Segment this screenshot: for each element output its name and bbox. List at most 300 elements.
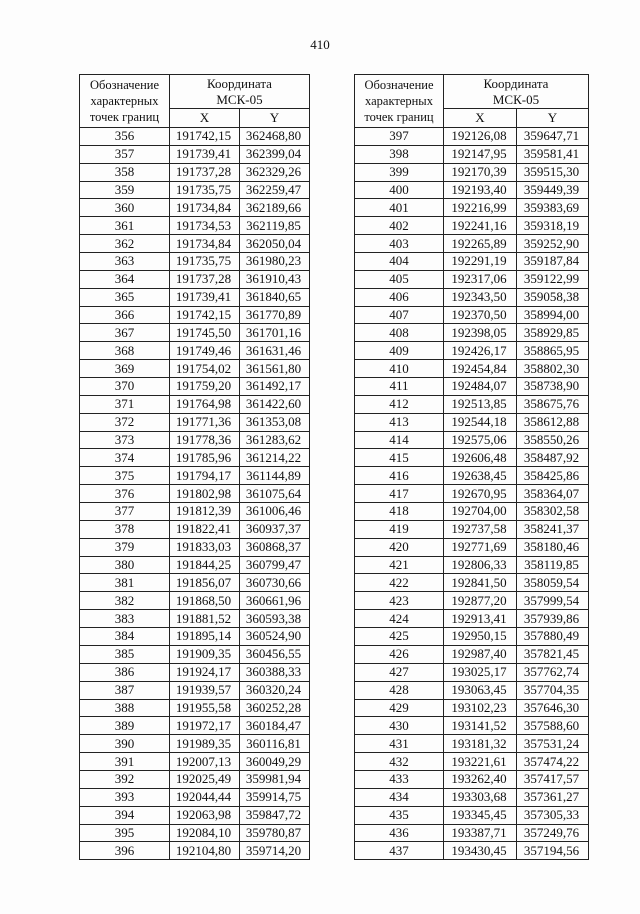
table-row: [355, 288, 589, 306]
point-number-cell: 374: [80, 449, 170, 467]
x-coordinate-cell: 191895,14: [170, 628, 240, 646]
x-coordinate-cell: 191749,46: [170, 342, 240, 360]
table-row: [80, 735, 310, 753]
y-coordinate-cell: 358929,85: [517, 324, 589, 342]
x-coordinate-cell: 191909,35: [170, 645, 240, 663]
table-row: [355, 645, 589, 663]
x-coordinate-cell: 192704,00: [444, 503, 517, 521]
x-coordinate-cell: 192025,49: [170, 770, 240, 788]
point-number-cell: 431: [355, 735, 444, 753]
table-row: [80, 449, 310, 467]
table-row: [80, 199, 310, 217]
x-coordinate-cell: 191759,20: [170, 378, 240, 396]
point-number-cell: 437: [355, 842, 444, 860]
y-coordinate-cell: 360252,28: [240, 699, 310, 717]
y-coordinate-cell: 360049,29: [240, 753, 310, 771]
x-coordinate-cell: 191924,17: [170, 663, 240, 681]
y-coordinate-cell: 358119,85: [517, 556, 589, 574]
point-number-cell: 365: [80, 288, 170, 306]
x-coordinate-cell: 192454,84: [444, 360, 517, 378]
x-coordinate-cell: 191856,07: [170, 574, 240, 592]
point-number-cell: 424: [355, 610, 444, 628]
y-coordinate-cell: 358487,92: [517, 449, 589, 467]
y-coordinate-cell: 360868,37: [240, 538, 310, 556]
y-coordinate-cell: 357417,57: [517, 770, 589, 788]
point-number-cell: 408: [355, 324, 444, 342]
table-row: [355, 181, 589, 199]
table-row: [355, 360, 589, 378]
x-coordinate-cell: 192913,41: [444, 610, 517, 628]
y-coordinate-cell: 361006,46: [240, 503, 310, 521]
point-number-cell: 364: [80, 270, 170, 288]
x-coordinate-cell: 193025,17: [444, 663, 517, 681]
table-row: [80, 467, 310, 485]
table-row: [355, 770, 589, 788]
x-coordinate-cell: 192193,40: [444, 181, 517, 199]
point-number-cell: 388: [80, 699, 170, 717]
x-coordinate-cell: 191734,53: [170, 217, 240, 235]
y-coordinate-cell: 359981,94: [240, 770, 310, 788]
table-row: [80, 824, 310, 842]
table-row: [80, 645, 310, 663]
table-row: [80, 378, 310, 396]
table-row: [80, 360, 310, 378]
point-number-cell: 393: [80, 788, 170, 806]
y-coordinate-cell: 358364,07: [517, 485, 589, 503]
y-coordinate-cell: 357939,86: [517, 610, 589, 628]
y-coordinate-cell: 361701,16: [240, 324, 310, 342]
x-coordinate-cell: 192007,13: [170, 753, 240, 771]
x-coordinate-cell: 192950,15: [444, 628, 517, 646]
table-row: [80, 270, 310, 288]
point-number-cell: 391: [80, 753, 170, 771]
x-coordinate-cell: 193141,52: [444, 717, 517, 735]
y-coordinate-cell: 361910,43: [240, 270, 310, 288]
point-number-cell: 390: [80, 735, 170, 753]
y-coordinate-cell: 362468,80: [240, 128, 310, 146]
table-row: [80, 592, 310, 610]
x-coordinate-cell: 191734,84: [170, 199, 240, 217]
point-number-cell: 384: [80, 628, 170, 646]
y-coordinate-cell: 360456,55: [240, 645, 310, 663]
point-number-cell: 427: [355, 663, 444, 681]
y-coordinate-cell: 359780,87: [240, 824, 310, 842]
table-row: [355, 449, 589, 467]
table-row: [80, 288, 310, 306]
table-row: [355, 824, 589, 842]
point-number-cell: 366: [80, 306, 170, 324]
x-coordinate-cell: 191868,50: [170, 592, 240, 610]
x-coordinate-cell: 192575,06: [444, 431, 517, 449]
point-number-cell: 357: [80, 145, 170, 163]
point-number-cell: 415: [355, 449, 444, 467]
point-number-cell: 361: [80, 217, 170, 235]
table-row: [355, 663, 589, 681]
y-coordinate-cell: 358802,30: [517, 360, 589, 378]
point-number-cell: 406: [355, 288, 444, 306]
y-coordinate-cell: 360593,38: [240, 610, 310, 628]
point-number-cell: 432: [355, 753, 444, 771]
point-number-cell: 400: [355, 181, 444, 199]
table-row: [355, 788, 589, 806]
table-row: [355, 556, 589, 574]
x-coordinate-cell: 191939,57: [170, 681, 240, 699]
x-coordinate-cell: 191955,58: [170, 699, 240, 717]
x-coordinate-cell: 191742,15: [170, 306, 240, 324]
point-number-cell: 362: [80, 235, 170, 253]
point-number-cell: 358: [80, 163, 170, 181]
x-coordinate-cell: 192771,69: [444, 538, 517, 556]
x-coordinate-cell: 191822,41: [170, 520, 240, 538]
table-row: [80, 717, 310, 735]
point-number-cell: 387: [80, 681, 170, 699]
y-coordinate-cell: 358241,37: [517, 520, 589, 538]
y-coordinate-cell: 361631,46: [240, 342, 310, 360]
point-number-cell: 430: [355, 717, 444, 735]
point-number-cell: 376: [80, 485, 170, 503]
table-row: [355, 592, 589, 610]
table-row: [355, 163, 589, 181]
table-row: [355, 538, 589, 556]
point-number-cell: 398: [355, 145, 444, 163]
x-coordinate-cell: 191754,02: [170, 360, 240, 378]
y-coordinate-cell: 362189,66: [240, 199, 310, 217]
point-number-cell: 425: [355, 628, 444, 646]
x-coordinate-cell: 192044,44: [170, 788, 240, 806]
header-point-label: [80, 75, 170, 128]
y-coordinate-cell: 357531,24: [517, 735, 589, 753]
table-row: [355, 735, 589, 753]
header-label-line: Обозначение: [89, 78, 160, 92]
point-number-cell: 395: [80, 824, 170, 842]
table-row: [355, 842, 589, 860]
point-number-cell: 419: [355, 520, 444, 538]
table-row: [80, 520, 310, 538]
x-coordinate-cell: 192841,50: [444, 574, 517, 592]
header-label-line: точек границ: [364, 110, 434, 124]
table-row: [355, 610, 589, 628]
point-number-cell: 367: [80, 324, 170, 342]
x-coordinate-cell: 192544,18: [444, 413, 517, 431]
x-coordinate-cell: 191745,50: [170, 324, 240, 342]
point-number-cell: 396: [80, 842, 170, 860]
x-coordinate-cell: 192638,45: [444, 467, 517, 485]
x-coordinate-cell: 191771,36: [170, 413, 240, 431]
y-coordinate-cell: 357474,22: [517, 753, 589, 771]
x-coordinate-cell: 191989,35: [170, 735, 240, 753]
table-row: [80, 145, 310, 163]
point-number-cell: 385: [80, 645, 170, 663]
table-row: [80, 574, 310, 592]
table-row: [355, 395, 589, 413]
table-row: [80, 681, 310, 699]
table-row: [80, 753, 310, 771]
point-number-cell: 397: [355, 128, 444, 146]
x-coordinate-cell: 191794,17: [170, 467, 240, 485]
y-coordinate-cell: 360320,24: [240, 681, 310, 699]
y-coordinate-cell: 358550,26: [517, 431, 589, 449]
y-coordinate-cell: 362399,04: [240, 145, 310, 163]
y-coordinate-cell: 361561,80: [240, 360, 310, 378]
x-coordinate-cell: 193430,45: [444, 842, 517, 860]
point-number-cell: 418: [355, 503, 444, 521]
table-row: [80, 324, 310, 342]
table-row: [355, 306, 589, 324]
x-coordinate-cell: 192063,98: [170, 806, 240, 824]
y-coordinate-cell: 358675,76: [517, 395, 589, 413]
table-row: [355, 413, 589, 431]
x-coordinate-cell: 191739,41: [170, 145, 240, 163]
y-coordinate-cell: 357249,76: [517, 824, 589, 842]
point-number-cell: 407: [355, 306, 444, 324]
y-coordinate-cell: 358425,86: [517, 467, 589, 485]
point-number-cell: 369: [80, 360, 170, 378]
table-row: [80, 806, 310, 824]
x-coordinate-cell: 191737,28: [170, 270, 240, 288]
y-coordinate-cell: 360524,90: [240, 628, 310, 646]
y-coordinate-cell: 359058,38: [517, 288, 589, 306]
header-coord-line: Координата: [483, 75, 549, 91]
y-coordinate-cell: 358612,88: [517, 413, 589, 431]
y-coordinate-cell: 360116,81: [240, 735, 310, 753]
point-number-cell: 414: [355, 431, 444, 449]
point-number-cell: 377: [80, 503, 170, 521]
y-coordinate-cell: 357305,33: [517, 806, 589, 824]
x-coordinate-cell: 191881,52: [170, 610, 240, 628]
y-coordinate-cell: 359647,71: [517, 128, 589, 146]
point-number-cell: 360: [80, 199, 170, 217]
x-coordinate-cell: 192670,95: [444, 485, 517, 503]
y-coordinate-cell: 362259,47: [240, 181, 310, 199]
point-number-cell: 426: [355, 645, 444, 663]
header-label-line: точек границ: [89, 110, 160, 124]
point-number-cell: 378: [80, 520, 170, 538]
point-number-cell: 401: [355, 199, 444, 217]
point-number-cell: 381: [80, 574, 170, 592]
x-coordinate-cell: 192241,16: [444, 217, 517, 235]
y-coordinate-cell: 360661,96: [240, 592, 310, 610]
table-row: [80, 181, 310, 199]
y-coordinate-cell: 360388,33: [240, 663, 310, 681]
table-row: [355, 342, 589, 360]
table-row: [80, 306, 310, 324]
coordinates-table-right: [354, 74, 589, 860]
x-coordinate-cell: 191735,75: [170, 253, 240, 271]
y-coordinate-cell: 359122,99: [517, 270, 589, 288]
point-number-cell: 373: [80, 431, 170, 449]
x-coordinate-cell: 192426,17: [444, 342, 517, 360]
x-coordinate-cell: 192877,20: [444, 592, 517, 610]
table-row: [355, 253, 589, 271]
y-coordinate-cell: 357821,45: [517, 645, 589, 663]
point-number-cell: 416: [355, 467, 444, 485]
point-number-cell: 370: [80, 378, 170, 396]
point-number-cell: 394: [80, 806, 170, 824]
y-coordinate-cell: 358059,54: [517, 574, 589, 592]
x-coordinate-cell: 192398,05: [444, 324, 517, 342]
x-coordinate-cell: 193387,71: [444, 824, 517, 842]
table-row: [355, 806, 589, 824]
y-coordinate-cell: 359581,41: [517, 145, 589, 163]
y-coordinate-cell: 361075,64: [240, 485, 310, 503]
y-coordinate-cell: 360799,47: [240, 556, 310, 574]
header-coord-line: МСК-05: [492, 91, 540, 107]
y-coordinate-cell: 360184,47: [240, 717, 310, 735]
x-coordinate-cell: 192126,08: [444, 128, 517, 146]
table-row: [355, 270, 589, 288]
y-coordinate-cell: 361492,17: [240, 378, 310, 396]
x-coordinate-cell: 191778,36: [170, 431, 240, 449]
point-number-cell: 383: [80, 610, 170, 628]
y-coordinate-cell: 358302,58: [517, 503, 589, 521]
point-number-cell: 429: [355, 699, 444, 717]
table-body-left: [80, 128, 310, 860]
table-row: [80, 128, 310, 146]
table-body-right: [355, 128, 589, 860]
x-coordinate-cell: 192737,58: [444, 520, 517, 538]
x-coordinate-cell: 192291,19: [444, 253, 517, 271]
point-number-cell: 417: [355, 485, 444, 503]
table-row: [355, 503, 589, 521]
header-label-line: характерных: [365, 94, 433, 108]
point-number-cell: 386: [80, 663, 170, 681]
y-coordinate-cell: 357999,54: [517, 592, 589, 610]
page-number: 410: [310, 37, 330, 52]
point-number-cell: 375: [80, 467, 170, 485]
x-coordinate-cell: 191972,17: [170, 717, 240, 735]
point-number-cell: 433: [355, 770, 444, 788]
x-coordinate-cell: 191739,41: [170, 288, 240, 306]
point-number-cell: 379: [80, 538, 170, 556]
point-number-cell: 399: [355, 163, 444, 181]
x-coordinate-cell: 192104,80: [170, 842, 240, 860]
table-row: [355, 145, 589, 163]
table-row: [80, 770, 310, 788]
point-number-cell: 380: [80, 556, 170, 574]
point-number-cell: 356: [80, 128, 170, 146]
point-number-cell: 410: [355, 360, 444, 378]
x-coordinate-cell: 191737,28: [170, 163, 240, 181]
table-row: [80, 395, 310, 413]
y-coordinate-cell: 357646,30: [517, 699, 589, 717]
table-row: [355, 431, 589, 449]
point-number-cell: 423: [355, 592, 444, 610]
header-coord-line: Координата: [207, 75, 272, 91]
header-label-line: характерных: [90, 94, 159, 108]
point-number-cell: 359: [80, 181, 170, 199]
y-coordinate-cell: 361770,89: [240, 306, 310, 324]
table-row: [80, 485, 310, 503]
table-row: [80, 163, 310, 181]
x-coordinate-cell: 191735,75: [170, 181, 240, 199]
y-coordinate-cell: 359187,84: [517, 253, 589, 271]
point-number-cell: 389: [80, 717, 170, 735]
x-coordinate-cell: 192216,99: [444, 199, 517, 217]
point-number-cell: 411: [355, 378, 444, 396]
y-coordinate-cell: 359449,39: [517, 181, 589, 199]
table-row: [355, 699, 589, 717]
point-number-cell: 392: [80, 770, 170, 788]
table-row: [355, 717, 589, 735]
x-coordinate-cell: 193181,32: [444, 735, 517, 753]
x-coordinate-cell: 193063,45: [444, 681, 517, 699]
y-coordinate-cell: 358865,95: [517, 342, 589, 360]
x-coordinate-cell: 192343,50: [444, 288, 517, 306]
table-row: [80, 699, 310, 717]
y-coordinate-cell: 357361,27: [517, 788, 589, 806]
table-row: [355, 199, 589, 217]
table-row: [80, 503, 310, 521]
point-number-cell: 421: [355, 556, 444, 574]
y-coordinate-cell: 361144,89: [240, 467, 310, 485]
y-coordinate-cell: 361422,60: [240, 395, 310, 413]
y-coordinate-cell: 359914,75: [240, 788, 310, 806]
y-coordinate-cell: 361283,62: [240, 431, 310, 449]
y-coordinate-cell: 358994,00: [517, 306, 589, 324]
x-coordinate-cell: 193303,68: [444, 788, 517, 806]
x-coordinate-cell: 191844,25: [170, 556, 240, 574]
y-coordinate-cell: 359847,72: [240, 806, 310, 824]
header-coord-line: МСК-05: [216, 91, 263, 107]
point-number-cell: 409: [355, 342, 444, 360]
x-coordinate-cell: 192147,95: [444, 145, 517, 163]
y-coordinate-cell: 359515,30: [517, 163, 589, 181]
x-coordinate-cell: 193262,40: [444, 770, 517, 788]
y-coordinate-cell: 357880,49: [517, 628, 589, 646]
x-coordinate-cell: 192806,33: [444, 556, 517, 574]
point-number-cell: 428: [355, 681, 444, 699]
point-number-cell: 382: [80, 592, 170, 610]
header-y: Y: [517, 109, 589, 128]
coordinates-table-left: [79, 74, 310, 860]
x-coordinate-cell: 192265,89: [444, 235, 517, 253]
header-x: X: [444, 109, 517, 128]
x-coordinate-cell: 191802,98: [170, 485, 240, 503]
y-coordinate-cell: 357762,74: [517, 663, 589, 681]
x-coordinate-cell: 191812,39: [170, 503, 240, 521]
y-coordinate-cell: 358180,46: [517, 538, 589, 556]
x-coordinate-cell: 191785,96: [170, 449, 240, 467]
table-row: [80, 628, 310, 646]
table-row: [80, 235, 310, 253]
point-number-cell: 363: [80, 253, 170, 271]
x-coordinate-cell: 193221,61: [444, 753, 517, 771]
point-number-cell: 368: [80, 342, 170, 360]
x-coordinate-cell: 192987,40: [444, 645, 517, 663]
point-number-cell: 403: [355, 235, 444, 253]
x-coordinate-cell: 192170,39: [444, 163, 517, 181]
y-coordinate-cell: 357588,60: [517, 717, 589, 735]
table-row: [355, 753, 589, 771]
table-row: [355, 681, 589, 699]
y-coordinate-cell: 361353,08: [240, 413, 310, 431]
table-row: [355, 467, 589, 485]
point-number-cell: 412: [355, 395, 444, 413]
table-row: [355, 574, 589, 592]
x-coordinate-cell: 193345,45: [444, 806, 517, 824]
y-coordinate-cell: 359714,20: [240, 842, 310, 860]
x-coordinate-cell: 192513,85: [444, 395, 517, 413]
point-number-cell: 402: [355, 217, 444, 235]
header-point-label: [355, 75, 444, 128]
table-row: [80, 342, 310, 360]
x-coordinate-cell: 192606,48: [444, 449, 517, 467]
y-coordinate-cell: 358738,90: [517, 378, 589, 396]
table-row: [355, 520, 589, 538]
y-coordinate-cell: 362050,04: [240, 235, 310, 253]
y-coordinate-cell: 359318,19: [517, 217, 589, 235]
table-row: [355, 485, 589, 503]
